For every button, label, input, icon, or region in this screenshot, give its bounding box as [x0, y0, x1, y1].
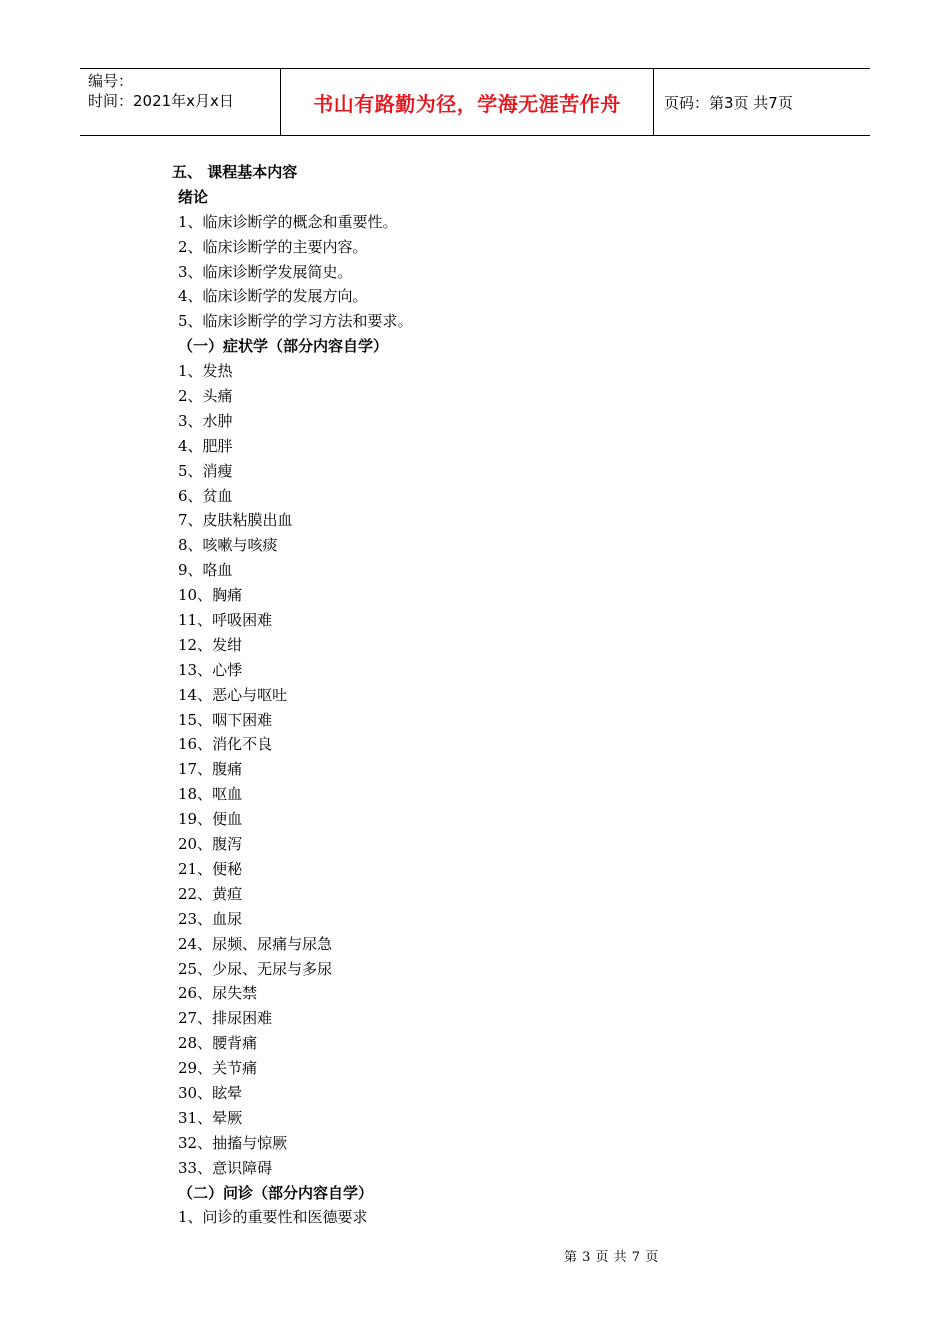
list-item: 18、呕血: [178, 785, 243, 804]
number-label: 编号：: [88, 72, 134, 90]
list-item: 25、少尿、无尿与多尿: [178, 959, 333, 978]
page-info: 页码：第3页 共7页: [664, 93, 793, 112]
list-item: 2、临床诊断学的主要内容。: [178, 237, 368, 256]
list-item: 10、胸痛: [178, 586, 243, 605]
list-item: 21、便秘: [178, 859, 243, 878]
list-item: 4、临床诊断学的发展方向。: [178, 287, 368, 306]
list-item: 29、关节痛: [178, 1059, 258, 1078]
list-item: 6、贫血: [178, 486, 233, 505]
list-item: 19、便血: [178, 810, 243, 829]
list-item: 17、腹痛: [178, 760, 243, 779]
list-item: 7、皮肤粘膜出血: [178, 511, 293, 530]
list-item: 23、血尿: [178, 909, 243, 928]
list-item: 4、肥胖: [178, 436, 233, 455]
list-item: 9、咯血: [178, 561, 233, 580]
list-item: 33、意识障碍: [178, 1158, 273, 1177]
header-meta-cell: [80, 69, 281, 135]
header-page-cell: [654, 69, 870, 135]
list-item: 12、发绀: [178, 635, 243, 654]
symptom-heading: （一）症状学（部分内容自学）: [178, 337, 389, 356]
list-item: 32、抽搐与惊厥: [178, 1133, 288, 1152]
inquiry-heading: （二）问诊（部分内容自学）: [178, 1183, 374, 1202]
intro-heading: 绪论: [178, 187, 209, 206]
section-title: 五、 课程基本内容: [172, 163, 298, 181]
page-footer: 第 3 页 共 7 页: [564, 1250, 659, 1265]
list-item: 1、发热: [178, 362, 233, 381]
list-item: 16、消化不良: [178, 735, 273, 754]
list-item: 31、晕厥: [178, 1108, 243, 1127]
list-item: 27、排尿困难: [178, 1009, 273, 1028]
list-item: 2、头痛: [178, 387, 233, 406]
list-item: 3、临床诊断学发展简史。: [178, 262, 353, 281]
list-item: 24、尿频、尿痛与尿急: [178, 934, 333, 953]
list-item: 28、腰背痛: [178, 1034, 258, 1053]
list-item: 1、临床诊断学的概念和重要性。: [178, 212, 398, 231]
list-item: 1、问诊的重要性和医德要求: [178, 1208, 368, 1227]
list-item: 5、消瘦: [178, 461, 233, 480]
list-item: 26、尿失禁: [178, 984, 258, 1003]
list-item: 5、临床诊断学的学习方法和要求。: [178, 312, 413, 331]
list-item: 22、黄疸: [178, 884, 243, 903]
symptom-list: [178, 359, 818, 1180]
list-item: 3、水肿: [178, 411, 233, 430]
list-item: 15、咽下困难: [178, 710, 273, 729]
inquiry-list: [178, 1205, 818, 1230]
document-header: [80, 68, 870, 136]
list-item: 14、恶心与呕吐: [178, 685, 288, 704]
header-motto-cell: [281, 69, 654, 135]
intro-list: [178, 210, 818, 334]
motto-text: 书山有路勤为径，学海无涯苦作舟: [313, 91, 621, 116]
list-item: 13、心悸: [178, 660, 243, 679]
time-label: 时间：2021年x月x日: [88, 92, 234, 110]
list-item: 8、咳嗽与咳痰: [178, 536, 278, 555]
document-body: [172, 160, 818, 1230]
list-item: 11、呼吸困难: [178, 611, 273, 630]
list-item: 20、腹泻: [178, 835, 243, 854]
list-item: 30、眩晕: [178, 1083, 243, 1102]
